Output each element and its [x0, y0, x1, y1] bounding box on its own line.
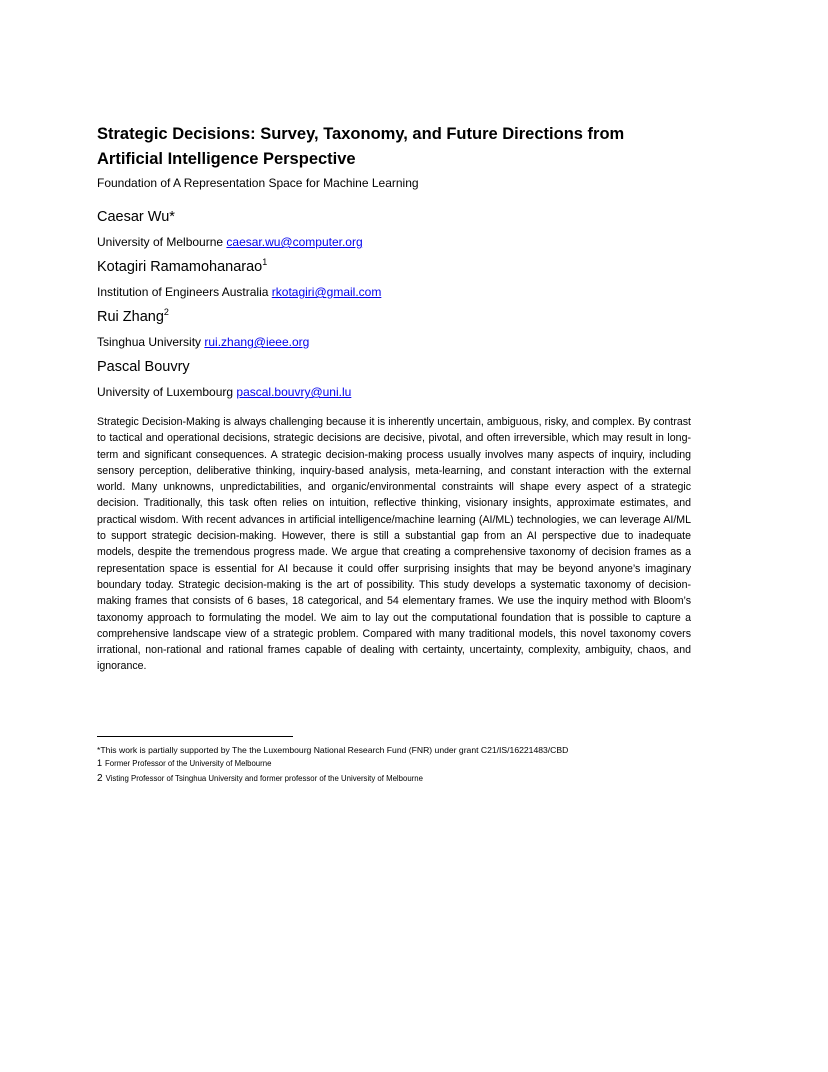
author-name-text: Kotagiri Ramamohanarao	[97, 259, 263, 275]
author-affiliation	[97, 385, 691, 400]
footnote-divider	[97, 736, 293, 737]
footnote-1	[97, 758, 717, 769]
affiliation-text: Tsinghua University	[97, 335, 202, 349]
author-block	[97, 358, 691, 400]
author-mark: *	[169, 209, 175, 225]
author-name-text: Pascal Bouvry	[97, 359, 190, 375]
footnote-funding	[97, 745, 717, 756]
author-mark: 1	[262, 257, 268, 268]
abstract-text: Strategic Decision-Making is always challenging because it is inherently uncertain, ambiguous, risky, and complex. By contrast to tactical and operational decisions, strategic decisions are decisive, pivotal, and often irreversible, which may result in long-term and significant consequences. A strategic decision-making process usually involves many aspects of inquiry, including sensory perception, deliberative thinking, inquiry-based analysis, meta-learning, and constant interaction with the external world. Many unknowns, unpredictabilities, and organic/environmental constraints will shape every aspect of a strategic decision. Traditionally, this task often relies on intuition, reflective thinking, visionary insights, approximate estimates, and practical wisdom. With recent advances in artificial intelligence/machine learning (AI/ML) technologies, we can leverage AI/ML to support strategic decision-making. However, there is still a substantial gap from an AI perspective due to inadequate models, despite the tremendous progress made. We argue that creating a comprehensive taxonomy of decision frames as a representation space is essential for AI because it could offer surprising insights that may be beyond anyone’s imaginary boundary today. Strategic decision-making is the art of possibility. This study develops a systematic taxonomy of decision-making frames that consists of 6 bases, 18 categorical, and 54 elementary frames. We use the inquiry method with Bloom’s taxonomy approach to formulating the model. We aim to lay out the computational foundation that is possible to capture a comprehensive landscape view of a strategic problem. Compared with many traditional models, this novel taxonomy covers irrational, non-rational and rational frames capable of dealing with certainty, uncertainty, complexity, ambiguity, chaos, and ignorance.	[97, 416, 691, 673]
footnote-text: Former Professor of the University of Melbourne	[105, 759, 272, 768]
author-name	[97, 308, 691, 326]
author-block	[97, 308, 691, 350]
author-name-text: Caesar Wu	[97, 209, 170, 225]
author-affiliation	[97, 335, 691, 350]
author-name-text: Rui Zhang	[97, 309, 164, 325]
paper-title: Strategic Decisions: Survey, Taxonomy, and Future Directions from Artificial Intelligence Perspective	[97, 125, 625, 168]
paper-header	[97, 122, 691, 675]
author-name	[97, 208, 691, 226]
author-email-link[interactable]: rkotagiri@gmail.com	[271, 285, 382, 299]
footnotes	[97, 745, 717, 784]
footnote-mark: *	[97, 745, 101, 755]
author-affiliation	[97, 235, 691, 250]
author-list	[97, 208, 691, 400]
affiliation-text: University of Luxembourg	[97, 385, 234, 399]
author-email-link[interactable]: caesar.wu@computer.org	[226, 235, 363, 249]
author-affiliation	[97, 285, 691, 300]
author-email-link[interactable]: rui.zhang@ieee.org	[204, 335, 310, 349]
footnote-2	[97, 773, 717, 784]
footnote-text: Visting Professor of Tsinghua University and former professor of the University of Melbourne	[105, 774, 423, 783]
author-email-link[interactable]: pascal.bouvry@uni.lu	[236, 385, 352, 399]
footnote-text: This work is partially supported by The the Luxembourg National Research Fund (FNR) under grant C21/IS/16221483/CBD	[100, 745, 569, 755]
footnote-mark: 2	[97, 773, 103, 784]
paper-subtitle: Foundation of A Representation Space for Machine Learning	[97, 176, 419, 190]
author-block	[97, 208, 691, 250]
author-mark: 2	[163, 307, 169, 318]
affiliation-text: Institution of Engineers Australia	[97, 285, 269, 299]
author-name	[97, 358, 691, 376]
footnote-mark: 1	[97, 758, 103, 768]
author-block	[97, 258, 691, 300]
affiliation-text: University of Melbourne	[97, 235, 224, 249]
author-name	[97, 258, 691, 276]
